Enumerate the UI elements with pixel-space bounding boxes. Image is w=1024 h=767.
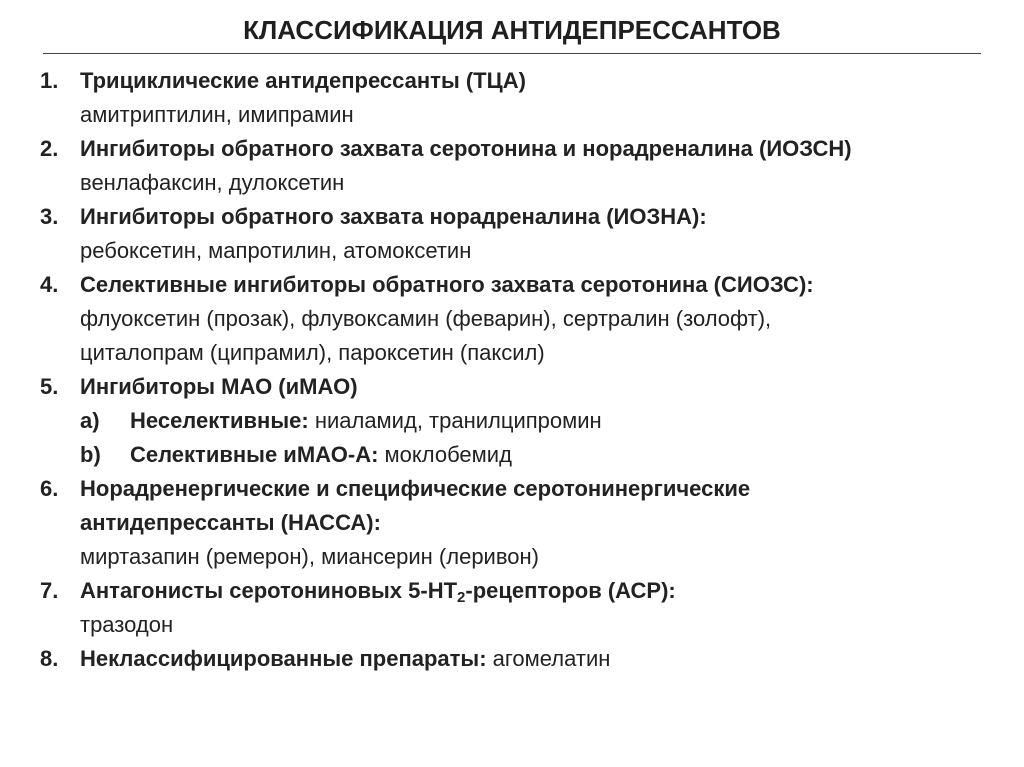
item-drugs: венлафаксин, дулоксетин	[80, 170, 345, 195]
item-drugs: ребоксетин, мапротилин, атомоксетин	[80, 238, 472, 263]
title-divider	[43, 53, 981, 54]
item-number: 8.	[40, 646, 59, 671]
sub-item-letter: a)	[80, 408, 100, 433]
item-number: 2.	[40, 136, 59, 161]
sub-item-drugs: ниаламид, транилципромин	[308, 408, 602, 433]
sub-item-label: Селективные иМАО-А:	[130, 442, 379, 467]
item-number: 1.	[40, 68, 59, 93]
item-heading-continued: антидепрессанты (НАССА):	[80, 510, 381, 535]
item-heading: Ингибиторы обратного захвата норадреналина (ИОЗНА):	[80, 204, 707, 229]
sub-item-nonselective	[80, 404, 1000, 438]
list-item-nri	[40, 200, 1000, 268]
item-heading: Неклассифицированные препараты:	[80, 646, 487, 671]
item-drugs: тразодон	[80, 612, 174, 637]
item-drugs: амитриптилин, имипрамин	[80, 102, 354, 127]
list-item-unclassified	[40, 642, 1000, 676]
sub-item-drugs: моклобемид	[378, 442, 512, 467]
sub-item-letter: b)	[80, 442, 101, 467]
subscript-two: 2	[457, 589, 466, 606]
item-heading	[80, 574, 1000, 608]
item-heading-start: Антагонисты серотониновых 5-НТ	[80, 578, 458, 603]
list-item-snri	[40, 132, 1000, 200]
item-heading: Трициклические антидепрессанты (ТЦА)	[80, 68, 526, 93]
item-drugs: миртазапин (ремерон), миансерин (леривон)	[80, 544, 539, 569]
item-heading: Ингибиторы МАО (иМАО)	[80, 374, 358, 399]
item-heading: Селективные ингибиторы обратного захвата серотонина (СИОЗС):	[80, 272, 814, 297]
list-item-maoi	[40, 370, 1000, 404]
item-drugs: агомелатин	[486, 646, 611, 671]
list-item-tca	[40, 64, 1000, 132]
item-heading: Ингибиторы обратного захвата серотонина и норадреналина (ИОЗСН)	[80, 136, 852, 161]
classification-list	[40, 64, 1000, 676]
sub-item-selective	[80, 438, 1000, 472]
page-title: КЛАССИФИКАЦИЯ АНТИДЕПРЕССАНТОВ	[243, 15, 781, 45]
item-drugs: флуоксетин (прозак), флувоксамин (феварин), сертралин (золофт),	[80, 306, 772, 331]
sub-item-label: Неселективные:	[130, 408, 309, 433]
list-item-ssri	[40, 268, 1000, 370]
item-heading-end: -рецепторов (АСР):	[465, 578, 676, 603]
item-number: 7.	[40, 578, 59, 603]
item-number: 5.	[40, 374, 59, 399]
item-number: 3.	[40, 204, 59, 229]
item-number: 6.	[40, 476, 59, 501]
list-item-sari	[40, 574, 1000, 642]
item-number: 4.	[40, 272, 59, 297]
item-drugs: циталопрам (ципрамил), пароксетин (паксил)	[80, 340, 545, 365]
item-heading: Норадренергические и специфические серотонинергические	[80, 476, 751, 501]
list-item-nassa	[40, 472, 1000, 574]
